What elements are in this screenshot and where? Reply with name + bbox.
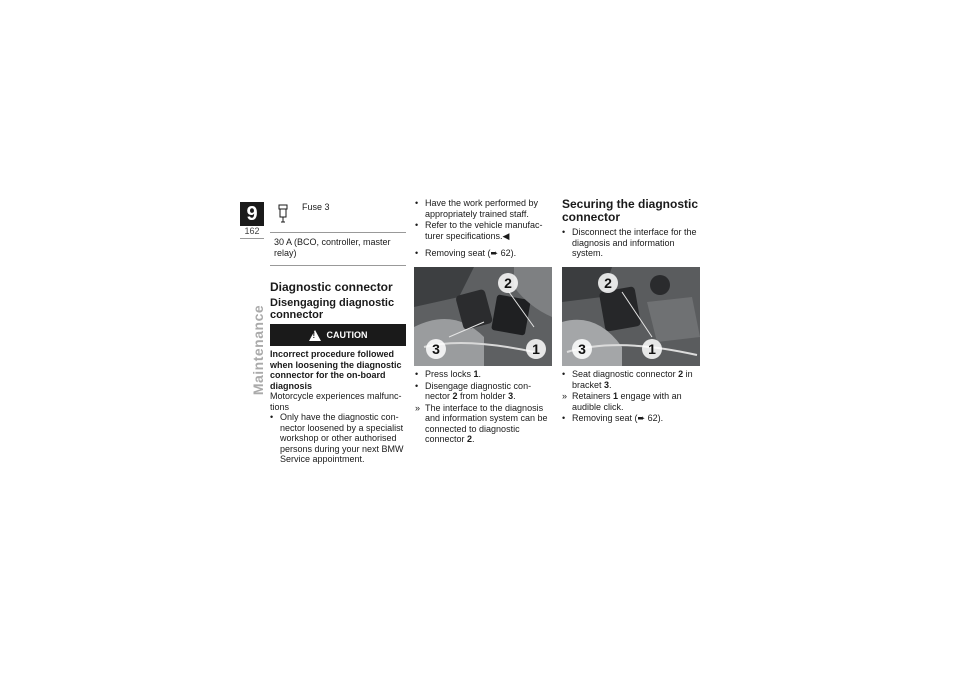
step-num: 1 bbox=[613, 391, 619, 401]
warning-text: Motorcycle experiences malfunc-tions bbox=[270, 391, 402, 412]
step-num: 3 bbox=[604, 379, 610, 390]
callout-1: 1 bbox=[526, 339, 546, 359]
caution-banner bbox=[270, 324, 406, 346]
ref-page[interactable]: 62 bbox=[500, 248, 511, 258]
disengage-title: Disengaging diagnostic connector bbox=[270, 297, 395, 321]
col3-steps bbox=[562, 369, 700, 425]
page-number: 162 bbox=[244, 226, 260, 236]
callout-2: 2 bbox=[598, 273, 618, 293]
ref-text-end: ). bbox=[510, 248, 517, 258]
ref-text: Removing seat ( bbox=[425, 248, 491, 258]
end-mark-icon: ◀ bbox=[502, 230, 510, 241]
result-marker: » bbox=[562, 391, 568, 401]
secure-bullets bbox=[562, 227, 702, 259]
step-text-mid: in bracket bbox=[572, 369, 693, 390]
bullet-marker: • bbox=[270, 412, 274, 422]
step-num: 1 bbox=[473, 369, 479, 379]
list-item bbox=[415, 369, 551, 380]
secure-steps bbox=[562, 369, 700, 424]
callout-3: 3 bbox=[426, 339, 446, 359]
step-text: The interface to the diagnosis and information system can be connected to diagnostic connector bbox=[425, 402, 548, 444]
col2-steps bbox=[415, 369, 551, 446]
fuse-table bbox=[270, 198, 406, 266]
step-num: 2 bbox=[452, 391, 458, 401]
bullet-marker: • bbox=[562, 227, 566, 237]
step-text-end: engage with an audible click. bbox=[572, 391, 682, 412]
list-item-text: Disconnect the interface for the diagnosis and information system. bbox=[572, 227, 697, 258]
photo-secure bbox=[562, 267, 700, 366]
col2-top bbox=[415, 198, 549, 260]
section-title: Diagnostic connector bbox=[270, 280, 393, 294]
list-item-text: Only have the diagnostic con-nector loosened by a specialist workshop or other authorised persons during your next BMW Service appointment. bbox=[280, 412, 404, 464]
result-marker: » bbox=[415, 402, 421, 413]
col2-bullets bbox=[415, 198, 549, 241]
step-text-mid: from holder bbox=[457, 391, 509, 401]
reference-arrow-icon: ➨ bbox=[637, 413, 646, 423]
bullet-marker: • bbox=[415, 369, 419, 379]
list-item bbox=[270, 412, 408, 465]
list-item bbox=[415, 403, 551, 445]
steps-list bbox=[415, 369, 551, 445]
bullet-marker: • bbox=[415, 380, 419, 391]
bullet-marker: • bbox=[415, 198, 419, 208]
step-text: Disengage diagnostic con-nector bbox=[425, 380, 532, 401]
list-item bbox=[415, 381, 551, 402]
warning-icon bbox=[309, 330, 321, 341]
step-num: 2 bbox=[678, 369, 684, 379]
step-text: Seat diagnostic connector bbox=[572, 369, 679, 379]
callout-2: 2 bbox=[498, 273, 518, 293]
fuse-desc: 30 A (BCO, controller, master relay) bbox=[270, 233, 406, 266]
step-text-end: . bbox=[472, 434, 475, 444]
caution-label: CAUTION bbox=[326, 330, 368, 340]
col2-ref bbox=[415, 248, 549, 259]
list-item-text: Refer to the vehicle manufac-turer specifications. bbox=[425, 220, 543, 241]
step-text: Retainers bbox=[572, 391, 614, 401]
chapter-divider bbox=[240, 238, 264, 239]
warning-block bbox=[270, 349, 408, 466]
ref-text-end: ). bbox=[657, 413, 664, 423]
warning-title: Incorrect procedure followed when loosening the diagnostic connector for the on-board diagnosis bbox=[270, 349, 402, 391]
bullet-marker: • bbox=[562, 369, 566, 379]
callout-3: 3 bbox=[572, 339, 592, 359]
fuse-icon bbox=[274, 202, 292, 224]
bullet-marker: • bbox=[415, 220, 419, 230]
step-text-end: . bbox=[513, 391, 516, 401]
step-num: 3 bbox=[508, 391, 514, 401]
warning-bullets bbox=[270, 412, 408, 465]
chapter-title: Maintenance bbox=[250, 304, 266, 396]
section-heading-block bbox=[270, 281, 410, 321]
fuse-label: Fuse 3 bbox=[302, 202, 330, 212]
secure-title: Securing the diagnostic connector bbox=[562, 197, 699, 224]
photo-disengage bbox=[414, 267, 552, 366]
list-item bbox=[415, 248, 549, 259]
step-num: 2 bbox=[467, 434, 473, 444]
list-item bbox=[562, 391, 700, 412]
chapter-number: 9 bbox=[240, 202, 264, 226]
list-item bbox=[415, 198, 549, 219]
bullet-marker: • bbox=[415, 248, 419, 258]
list-item bbox=[562, 369, 700, 390]
step-text-end: . bbox=[478, 369, 482, 379]
bullet-marker: • bbox=[562, 413, 566, 423]
col3-top bbox=[562, 198, 702, 260]
reference-arrow-icon: ➨ bbox=[490, 248, 499, 258]
fuse-row bbox=[270, 198, 406, 233]
ref-page[interactable]: 62 bbox=[647, 413, 658, 423]
ref-text: Removing seat ( bbox=[572, 413, 638, 423]
step-text-end: . bbox=[609, 379, 612, 390]
list-item bbox=[415, 220, 549, 241]
list-item bbox=[562, 413, 700, 424]
list-item bbox=[562, 227, 702, 259]
list-item-text: Have the work performed by appropriately trained staff. bbox=[425, 198, 539, 219]
step-text: Press locks bbox=[425, 369, 474, 379]
callout-1: 1 bbox=[642, 339, 662, 359]
